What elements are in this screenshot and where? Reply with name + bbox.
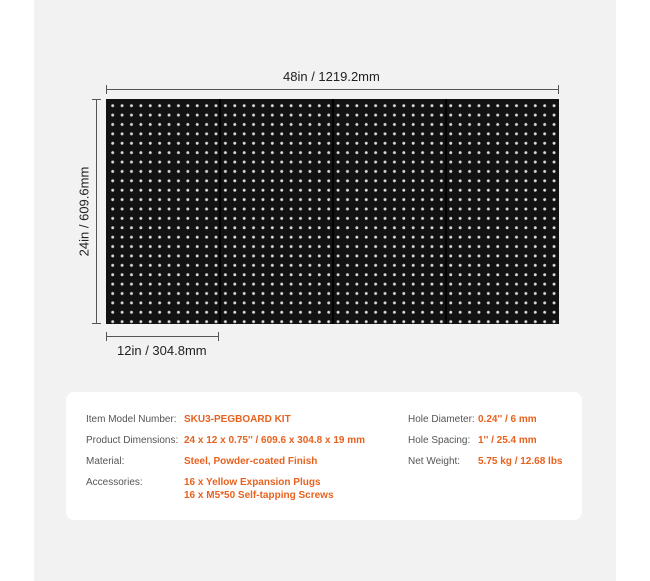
width-dimension-line [106,89,559,90]
hole-diameter-value: 0.24'' / 6 mm [478,414,537,425]
width-dimension-tick-right [558,85,559,94]
width-dimension-tick-left [106,85,107,94]
product-dimensions-value: 24 x 12 x 0.75'' / 609.6 x 304.8 x 19 mm [184,435,366,446]
panel-seam-2 [332,99,334,324]
material-value: Steel, Powder-coated Finish [184,456,318,467]
height-dimension-line [96,99,97,324]
model-number-value: SKU3-PEGBOARD KIT [184,414,291,425]
accessories-value-2: 16 x M5*50 Self-tapping Screws [184,490,334,501]
panel-seam-3 [445,99,447,324]
hole-spacing-value: 1'' / 25.4 mm [478,435,537,446]
hole-diameter-label: Hole Diameter: [408,414,475,425]
panel-seam-1 [219,99,221,324]
panel-width-label: 12in / 304.8mm [117,343,207,358]
panel-width-line [106,336,219,337]
net-weight-label: Net Weight: [408,456,461,467]
material-label: Material: [86,456,125,467]
panel-width-tick-left [106,332,107,341]
product-dimensions-label: Product Dimensions: [86,435,179,446]
width-dimension-label: 48in / 1219.2mm [283,69,380,84]
hole-spacing-label: Hole Spacing: [408,435,471,446]
accessories-label: Accessories: [86,477,143,488]
height-dimension-tick-top [92,99,101,100]
net-weight-value: 5.75 kg / 12.68 lbs [478,456,563,467]
height-dimension-tick-bottom [92,323,101,324]
accessories-value-1: 16 x Yellow Expansion Plugs [184,477,321,488]
panel-width-tick-right [218,332,219,341]
height-dimension-label: 24in / 609.6mm [76,166,92,257]
model-number-label: Item Model Number: [86,414,177,425]
